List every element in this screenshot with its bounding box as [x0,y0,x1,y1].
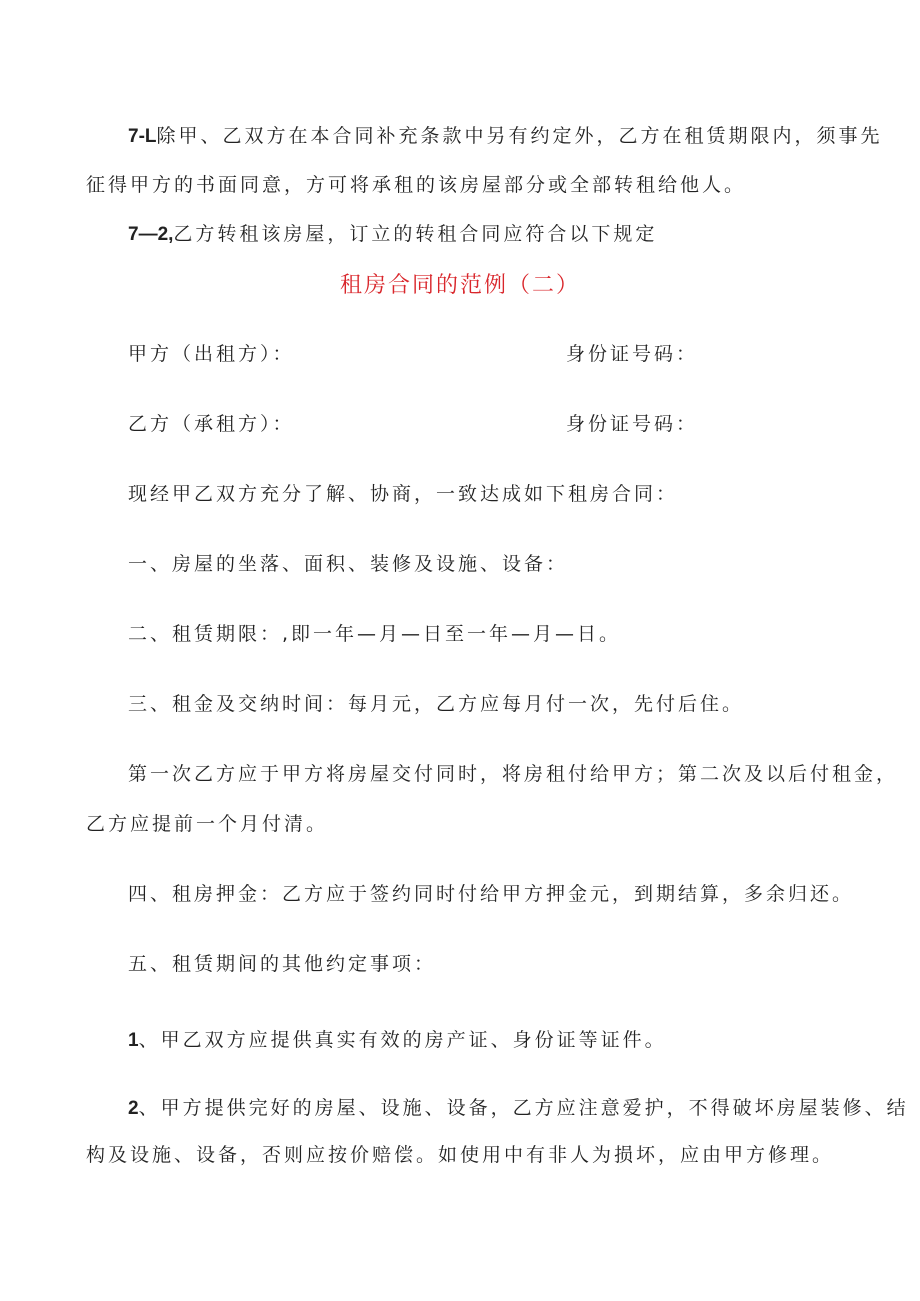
party-a-label: 甲方（出租方）： [128,343,295,365]
section-1: 一、房屋的坐落、面积、装修及设施、设备： [128,553,569,575]
section-2: 二、租赁期限：,即一年—月—日至一年—月—日。 [128,623,622,645]
clause-7-2-number: 7—2, [128,224,174,245]
document-title: 租房合同的范例（二） [339,273,580,298]
intro-paragraph: 现经甲乙双方充分了解、协商，一致达成如下租房合同： [128,483,679,505]
clause-7-2 [128,222,657,247]
item-1 [128,1028,667,1053]
payment-note-line-1: 第一次乙方应于甲方将房屋交付同时，将房租付给甲方；第二次及以后付租金， [128,763,899,785]
clause-7-1-text: 除甲、乙双方在本合同补充条款中另有约定外，乙方在租赁期限内，须事先 [156,125,883,147]
item-2-line-2: 构及设施、设备，否则应按价赔偿。如使用中有非人为损坏，应由甲方修理。 [86,1144,835,1166]
item-2-number: 2 [128,1098,139,1119]
clause-7-1-line-1 [128,124,883,149]
clause-7-1-line-2: 征得甲方的书面同意，方可将承租的该房屋部分或全部转租给他人。 [86,174,747,196]
section-4: 四、租房押金：乙方应于签约同时付给甲方押金元，到期结算，多余归还。 [128,883,855,905]
clause-7-1-number: 7-L [128,126,157,147]
section-3: 三、租金及交纳时间：每月元，乙方应每月付一次，先付后住。 [128,693,745,715]
item-2-line-1 [128,1096,909,1121]
clause-7-2-text: 乙方转租该房屋，订立的转租合同应符合以下规定 [173,223,658,245]
item-2-text: 、甲方提供完好的房屋、设施、设备，乙方应注意爱护，不得破坏房屋装修、结 [138,1097,909,1119]
party-a-id-label: 身份证号码： [566,343,699,365]
item-1-number: 1 [128,1030,139,1051]
section-5: 五、租赁期间的其他约定事项： [128,953,437,975]
party-b-label: 乙方（承租方）： [128,413,295,435]
payment-note-line-2: 乙方应提前一个月付清。 [86,813,329,835]
item-1-text: 、甲乙双方应提供真实有效的房产证、身份证等证件。 [138,1029,667,1051]
party-b-id-label: 身份证号码： [566,413,699,435]
